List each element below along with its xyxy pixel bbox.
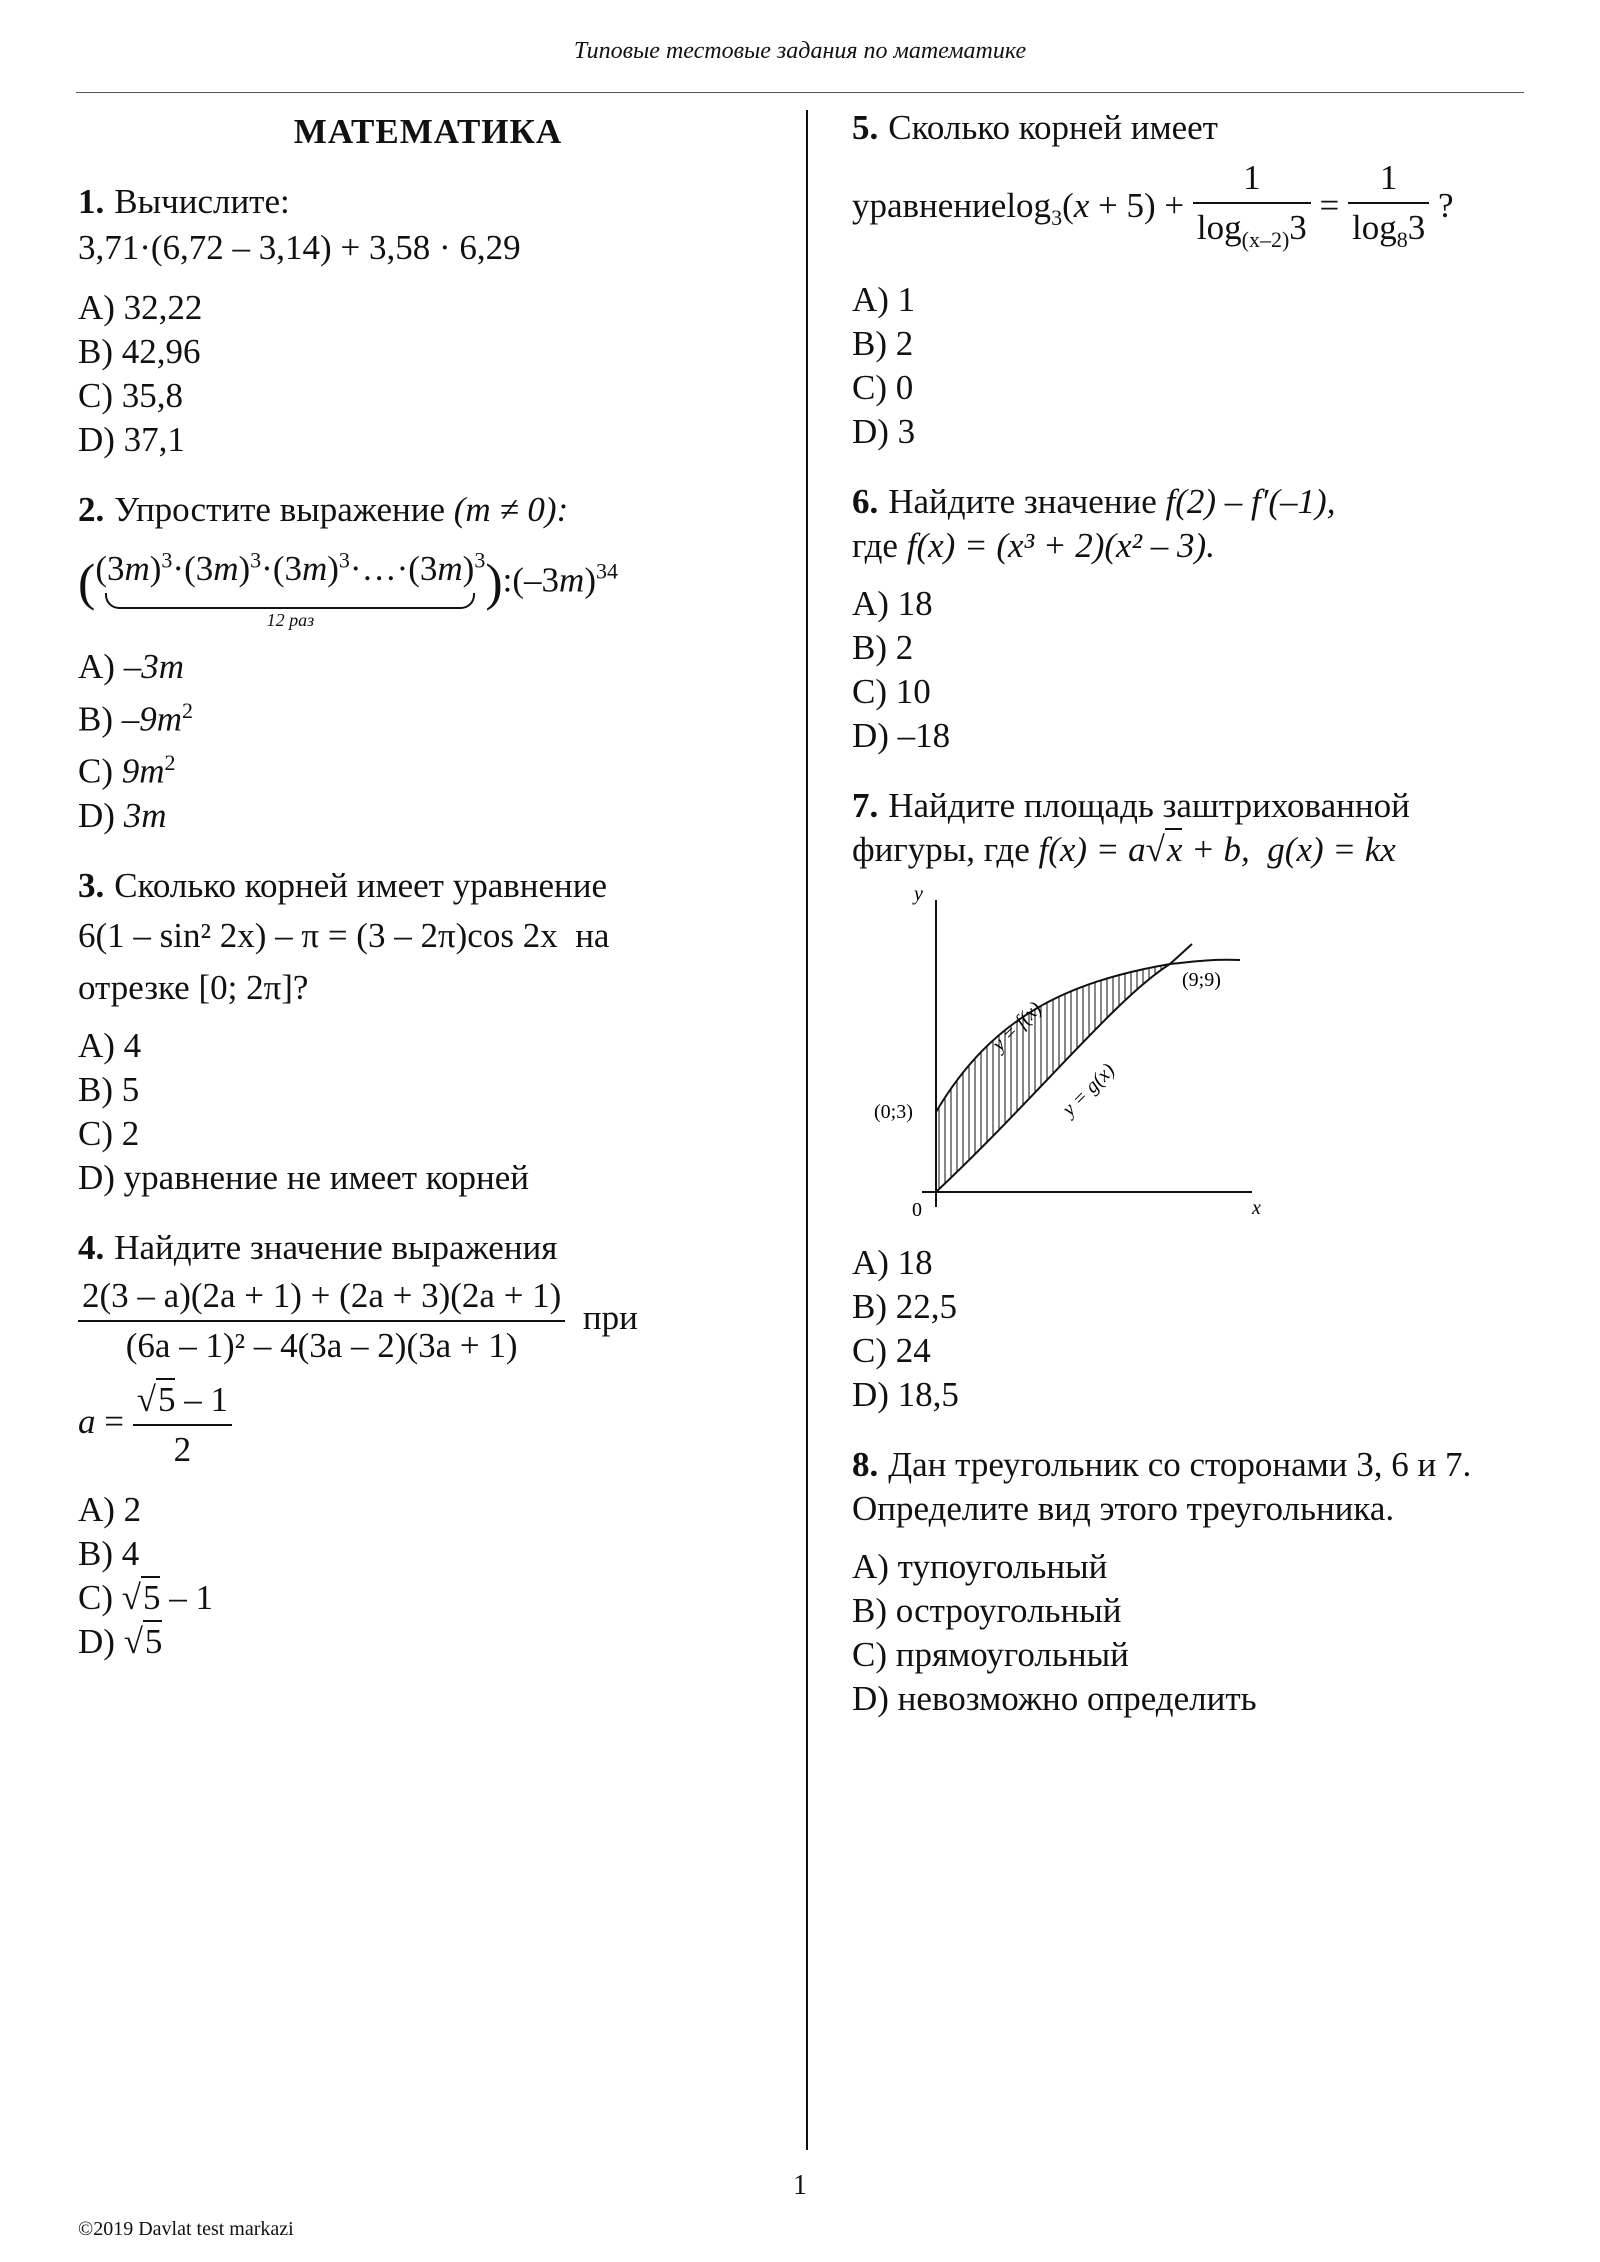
option-c[interactable]: C) 24: [852, 1331, 931, 1370]
origin-label: 0: [912, 1199, 922, 1221]
option-a[interactable]: A) –3m: [78, 646, 184, 686]
option-b[interactable]: B) 42,96: [78, 332, 201, 371]
question-number: 4.: [78, 1227, 105, 1267]
functions: f(x) = a√x + b, g(x) = kx: [1038, 830, 1396, 869]
option-c[interactable]: C) 10: [852, 672, 931, 711]
option-c[interactable]: C) 2: [78, 1113, 140, 1153]
question-number: 5.: [852, 108, 879, 147]
question-1: [78, 180, 778, 462]
equation: 6(1 – sin² 2x) – π = (3 – 2π)cos 2x: [78, 915, 558, 955]
footer-copyright: ©2019 Davlat test markazi: [78, 2218, 294, 2240]
question-text: Найдите значение: [888, 482, 1157, 521]
question-number: 7.: [852, 786, 879, 825]
shaded-region: [936, 964, 1170, 1192]
question-4: [78, 1226, 778, 1664]
question-text: Найдите значение выражения: [114, 1227, 558, 1267]
fraction: $\frac{2(3 - a)(2a + 1) + (2a + 3)(2a + 1)}{\text{(6a – 1)² – 4(3a – 2)(3a + 1)}}$: [78, 1272, 565, 1370]
option-c[interactable]: C) $9m^2$: [78, 750, 176, 791]
segment: отрезке [0; 2π]?: [78, 967, 309, 1007]
option-d[interactable]: D) 3: [852, 412, 916, 451]
option-a[interactable]: A) 4: [78, 1025, 142, 1065]
column-divider: [806, 110, 808, 2150]
option-d[interactable]: D) 37,1: [78, 420, 185, 459]
question-text: Найдите площадь заштрихованной: [888, 786, 1410, 825]
question-3: [78, 864, 778, 1200]
header-divider: [76, 92, 1524, 93]
option-c[interactable]: C) прямоугольный: [852, 1635, 1129, 1674]
condition: (m ≠ 0):: [453, 490, 569, 529]
word-where: где: [852, 526, 898, 565]
word-na: на: [575, 915, 610, 955]
y-axis-label: y: [914, 883, 923, 905]
equation: уравнениеlog$_3$(x + 5) + $\frac{1}{\log_{(x-2)}3}$ = $\frac{1}{\log_83}$ ?: [852, 154, 1552, 264]
option-c[interactable]: C) 0: [852, 368, 914, 407]
option-a[interactable]: A) тупоугольный: [852, 1547, 1108, 1586]
a-value: a = $\frac{√5 - 1}{2}$: [78, 1376, 778, 1474]
question-text: Сколько корней имеет уравнение: [114, 865, 608, 905]
question-number: 6.: [852, 482, 879, 521]
option-d[interactable]: D) невозможно определить: [852, 1679, 1257, 1718]
question-text-2: фигуры, где: [852, 830, 1030, 869]
option-b[interactable]: B) 4: [78, 1533, 140, 1573]
f-curve: [1170, 960, 1240, 964]
expression: ($(3m)^3\cdot(3m)^3\cdot(3m)^3\cdot\dots\cdot(3m)^3$ 12 раз )$:(-3m)^{34}$: [78, 547, 618, 630]
option-b[interactable]: B) остроугольный: [852, 1591, 1122, 1630]
point-0-3-label: (0;3): [874, 1101, 913, 1123]
page-number: 1: [793, 2170, 807, 2201]
right-column: [852, 106, 1552, 1747]
option-b[interactable]: B) $-9m^2$: [78, 697, 194, 739]
expression: 3,71·(6,72 – 3,14) + 3,58 · 6,29: [78, 228, 521, 267]
option-b[interactable]: B) 2: [852, 628, 914, 667]
question-7: [852, 784, 1552, 1417]
option-d[interactable]: D) –18: [852, 716, 951, 755]
question-text: Вычислите:: [114, 182, 290, 221]
option-d[interactable]: D) √5: [78, 1621, 163, 1661]
option-a[interactable]: A) 18: [852, 584, 933, 623]
g-label: y = g(x): [1057, 1059, 1120, 1121]
f-label: y = f(x): [987, 997, 1047, 1056]
x-axis-label: x: [1252, 1197, 1261, 1219]
option-c[interactable]: C) 35,8: [78, 376, 183, 415]
option-d[interactable]: D) 3m: [78, 795, 167, 835]
option-d[interactable]: D) 18,5: [852, 1375, 959, 1414]
question-text: Упростите выражение: [114, 490, 446, 529]
question-2: [78, 488, 778, 838]
question-number: 1.: [78, 182, 105, 221]
graph-svg: [852, 882, 1272, 1222]
question-6: [852, 480, 1552, 758]
question-text: Сколько корней имеет: [888, 108, 1218, 147]
word-pri: при: [582, 1298, 638, 1337]
expression: f(2) – f′(–1),: [1165, 482, 1336, 521]
option-a[interactable]: A) 18: [852, 1243, 933, 1282]
option-a[interactable]: A) 1: [852, 280, 916, 319]
question-number: 8.: [852, 1445, 879, 1484]
option-a[interactable]: A) 32,22: [78, 288, 203, 327]
question-text: Дан треугольник со сторонами 3, 6 и 7. Определите вид этого треугольника.: [852, 1445, 1472, 1528]
option-b[interactable]: B) 5: [78, 1069, 140, 1109]
option-d[interactable]: D) уравнение не имеет корней: [78, 1157, 529, 1197]
option-b[interactable]: B) 22,5: [852, 1287, 957, 1326]
option-a[interactable]: A) 2: [78, 1489, 142, 1529]
option-c[interactable]: C) √5 – 1: [78, 1577, 213, 1617]
page-title: МАТЕМАТИКА: [293, 112, 563, 151]
brace-label: 12 раз: [266, 609, 315, 630]
option-b[interactable]: B) 2: [852, 324, 914, 363]
page-header: Типовые тестовые задания по математике: [573, 38, 1027, 64]
question-5: [852, 106, 1552, 454]
question-number: 3.: [78, 865, 105, 905]
point-9-9-label: (9;9): [1182, 969, 1221, 991]
question-number: 2.: [78, 490, 105, 529]
question-8: [852, 1443, 1552, 1721]
left-column: [78, 106, 778, 1690]
shaded-area-graph: [852, 882, 1552, 1227]
function-def: f(x) = (x³ + 2)(x² – 3).: [906, 526, 1215, 565]
